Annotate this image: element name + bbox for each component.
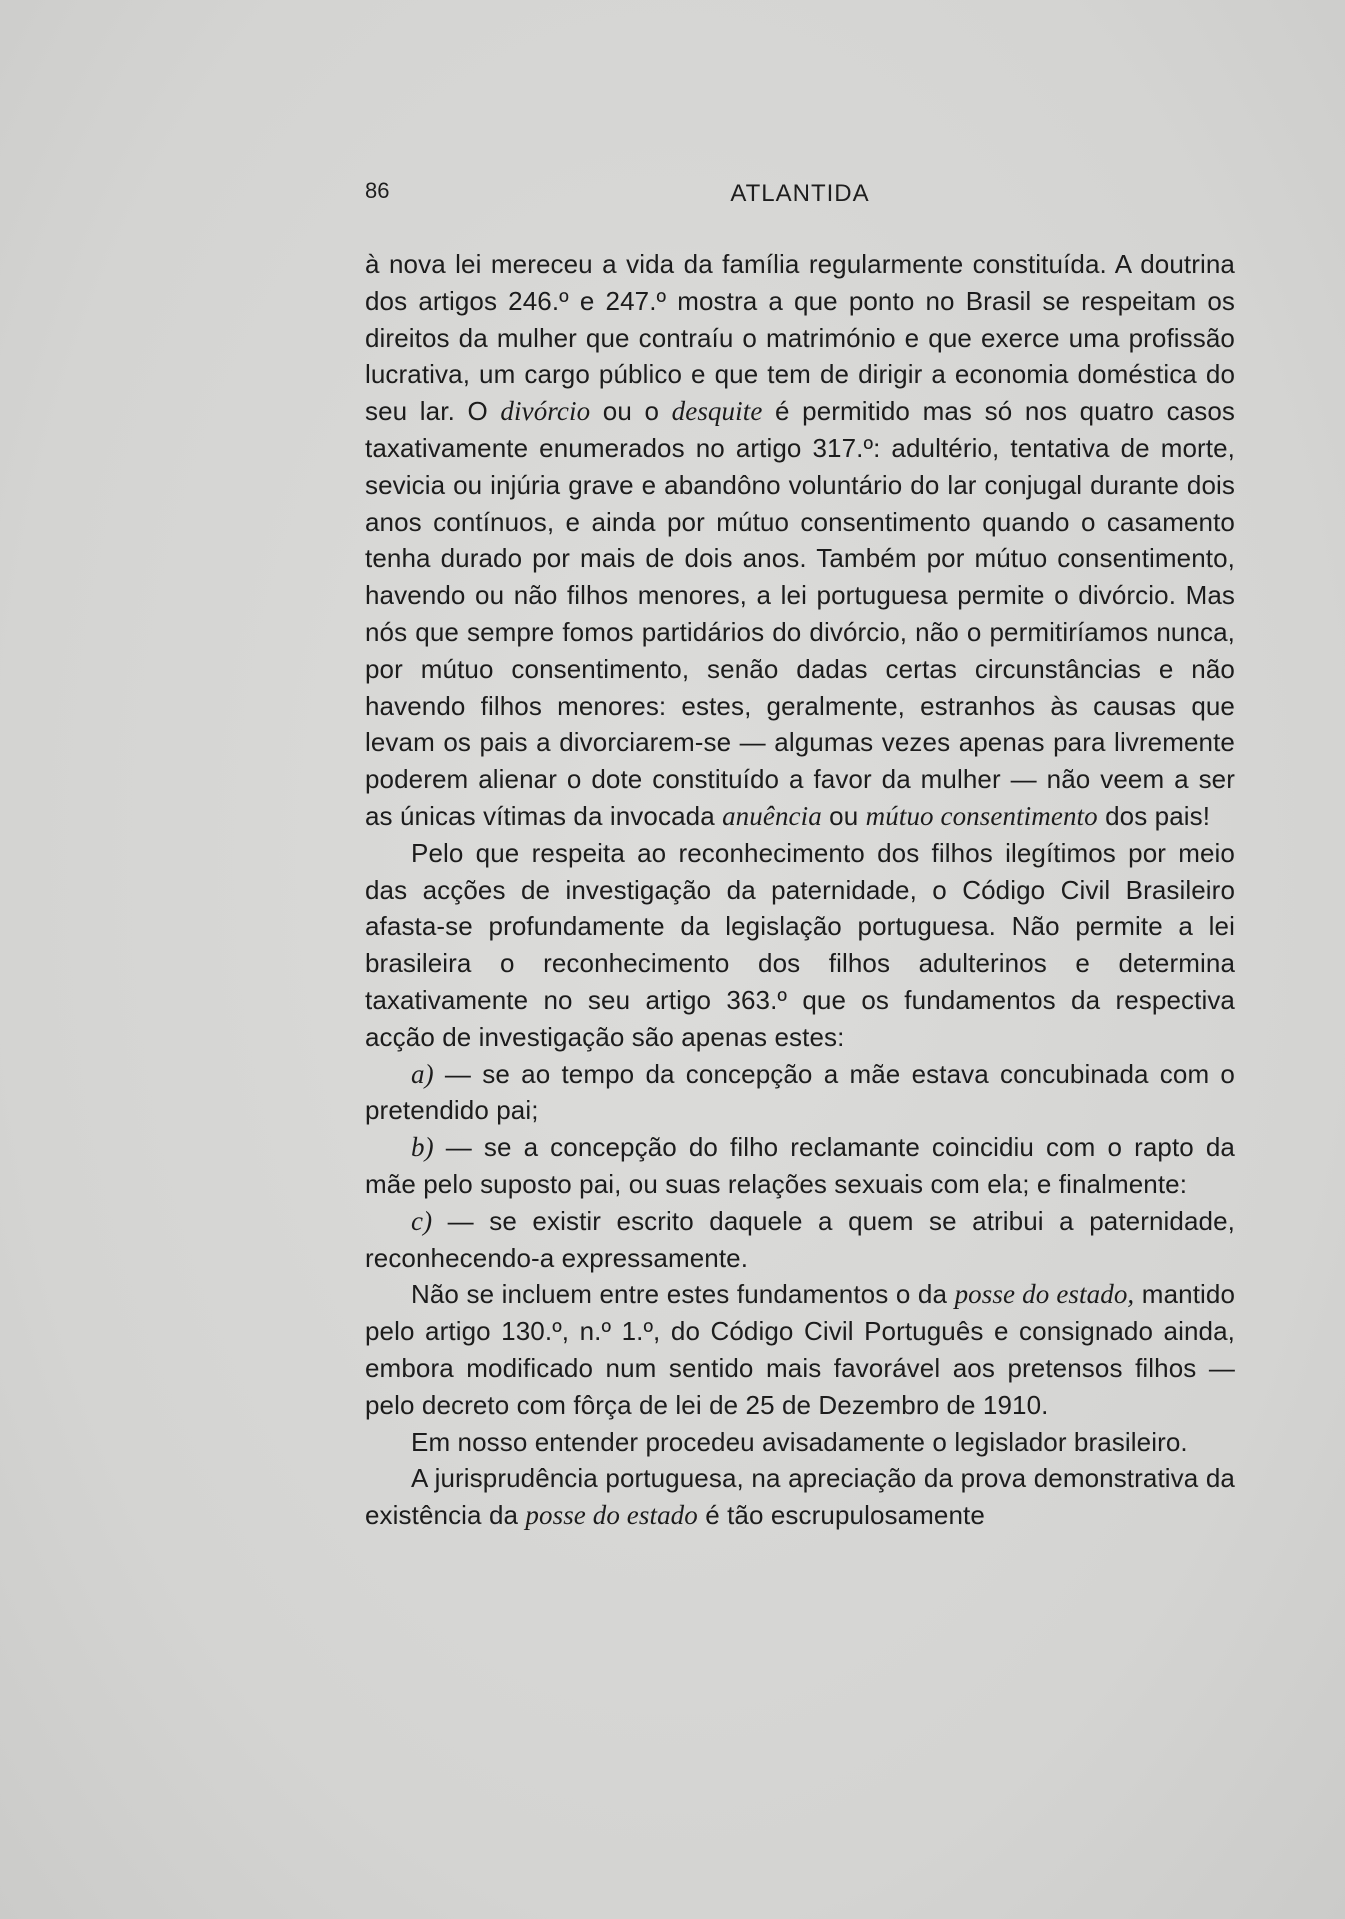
italic-term: mútuo consentimento xyxy=(865,800,1098,831)
text-run: ou o xyxy=(590,396,672,427)
paragraph-jurisprudence xyxy=(365,1460,1235,1534)
list-item-text: — se ao tempo da concepção a mãe estava concubinada com o pretendido pai; xyxy=(365,1058,1235,1126)
list-item-label: a) xyxy=(411,1058,434,1089)
list-item-c xyxy=(365,1203,1235,1277)
page-number: 86 xyxy=(365,178,390,203)
list-item-label: b) xyxy=(411,1132,434,1163)
italic-term: posse do estado, xyxy=(954,1279,1135,1310)
text-run: mantido pelo artigo 130.º, n.º 1.º, do Código Civil Português e consignado ainda, embora modificado num sentido mais favorável aos pretensos filhos — pelo decreto com fôrça de lei de 25 de Dezembro de 1910. xyxy=(365,1279,1236,1420)
text-run: ou xyxy=(821,800,866,831)
text-run: A jurisprudência portuguesa, na apreciação da prova demonstrativa da existência da xyxy=(365,1463,1235,1531)
italic-term: divórcio xyxy=(500,396,591,427)
paragraph-posse-do-estado xyxy=(365,1276,1235,1423)
text-run: Não se incluem entre estes fundamentos o da xyxy=(411,1279,955,1310)
list-item-a xyxy=(365,1056,1235,1130)
running-title: ATLANTIDA xyxy=(730,180,870,207)
text-run: é tão escrupulosamente xyxy=(697,1500,985,1531)
list-item-text: — se a concepção do filho reclamante coincidiu com o rapto da mãe pelo suposto pai, ou suas relações sexuais com ela; e finalmente: xyxy=(365,1132,1235,1199)
page-header xyxy=(365,178,1235,218)
italic-term: posse do estado xyxy=(525,1500,698,1531)
list-item-b xyxy=(365,1129,1235,1203)
paragraph-legislator-opinion: Em nosso entender procedeu avisadamente o legislador brasileiro. xyxy=(411,1426,1188,1457)
italic-term: anuência xyxy=(722,800,822,831)
text-run: dos pais! xyxy=(1097,800,1211,831)
italic-term: desquite xyxy=(671,396,763,427)
paragraph-paternity: Pelo que respeita ao reconhecimento dos filhos ilegítimos por meio das acções de investigação da paternidade, o Código Civil Brasileiro afasta-se profundamente da legislação portuguesa. Não permite a lei brasileira o reconhecimento dos filhos adulterinos e determina taxativamente no seu artigo 363.º que os fundamentos da respectiva acção de investigação são apenas estes: xyxy=(365,837,1235,1052)
body-text xyxy=(365,246,1235,1534)
list-item-text: — se existir escrito daquele a quem se atribui a paternidade, reconhecendo-a expressamente. xyxy=(365,1205,1235,1273)
paragraph-divorce-law xyxy=(365,246,1235,835)
text-run: é permitido mas só nos quatro casos taxativamente enumerados no artigo 317.º: adultério, tentativa de morte, sevicia ou injúria grave e abandôno voluntário do lar conjugal durante dois anos contínuos, e ainda por mútuo consentimento quando o casamento tenha durado por mais de dois anos. Também por mútuo consentimento, havendo ou não filhos menores, a lei portuguesa permite o divórcio. Mas nós que sempre fomos partidários do divórcio, não o permitiríamos nunca, por mútuo consentimento, senão dadas certas circunstâncias e não havendo filhos menores: estes, geralmente, estranhos às causas que levam os pais a divorciarem-se — algumas vezes apenas para livremente poderem alienar o dote constituído a favor da mulher — não veem a ser as únicas vítimas da invocada xyxy=(365,396,1235,831)
text-run: à nova lei mereceu a vida da família regularmente constituída. A doutrina dos artigos 246.º e 247.º mostra a que ponto no Brasil se respeitam os direitos da mulher que contraíu o matrimónio e que exerce uma profissão lucrativa, um cargo público e que tem de dirigir a economia doméstica do seu lar. O xyxy=(365,249,1235,427)
list-item-label: c) xyxy=(411,1205,433,1236)
